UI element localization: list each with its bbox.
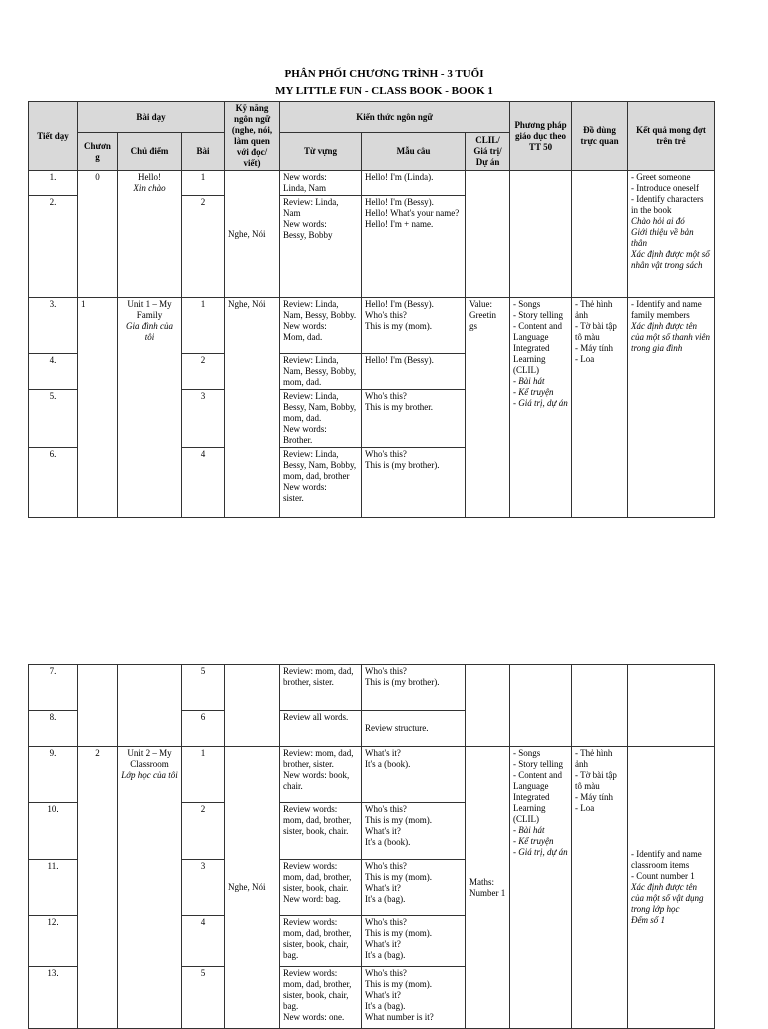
header-chu-diem: Chủ điểm — [118, 133, 182, 171]
chu-diem-cell — [118, 171, 182, 298]
ket-qua-line: - Count number 1 — [631, 871, 695, 881]
clil-cell: Value: Greetin gs — [466, 298, 510, 518]
do-dung-line: - Máy tính — [575, 792, 613, 802]
header-chuong: Chươn g — [78, 133, 118, 171]
tu-vung-line: Review words: mom, dad, brother, sister, book, chair. — [283, 804, 352, 836]
ket-qua-line: - Identify characters in the book — [631, 194, 704, 215]
mau-cau-line: This is my brother. — [365, 402, 434, 412]
ky-nang-cell: Nghe, Nói — [225, 747, 280, 1029]
clil-cell: Maths: Number 1 — [466, 747, 510, 1029]
bai-cell: 4 — [182, 448, 225, 518]
tu-vung-line: Review: Linda, Nam, Bessy, Bobby. — [283, 299, 357, 320]
mau-cau-line: It's a (bag). — [365, 950, 406, 960]
mau-cau-line: Who's this? — [365, 310, 407, 320]
mau-cau-line: This is (my brother). — [365, 460, 440, 470]
do-dung-cell — [572, 298, 628, 518]
ket-qua-line: - Identify and name family members — [631, 299, 702, 320]
phuong-phap-vi-line: - Kể truyện — [513, 387, 554, 397]
chu-diem-cell — [118, 665, 182, 747]
phuong-phap-cell — [510, 747, 572, 1029]
tu-vung-cell — [280, 711, 362, 747]
tu-vung-cell — [280, 860, 362, 916]
tiet-cell: 6. — [29, 448, 78, 518]
header-clil: CLIL/ Giá trị/ Dự án — [466, 133, 510, 171]
tu-vung-line: Review all words. — [283, 712, 349, 722]
chu-diem-vi: Gia đình của tôi — [126, 321, 173, 342]
tu-vung-line: Review: mom, dad, brother, sister. — [283, 748, 354, 769]
chu-diem-vi: Xin chào — [133, 183, 166, 193]
mau-cau-cell — [362, 967, 466, 1029]
bai-cell: 1 — [182, 171, 225, 196]
do-dung-line: - Thẻ hình ảnh — [575, 748, 613, 769]
mau-cau-cell — [362, 298, 466, 354]
ky-nang-cell — [225, 665, 280, 747]
ket-qua-line: - Introduce oneself — [631, 183, 700, 193]
bai-cell: 2 — [182, 196, 225, 298]
ket-qua-cell — [628, 747, 715, 1029]
tiet-cell: 7. — [29, 665, 78, 711]
bai-cell: 3 — [182, 860, 225, 916]
tu-vung-cell — [280, 354, 362, 390]
mau-cau-line: Who's this? — [365, 391, 407, 401]
tu-vung-line: New words: — [283, 172, 327, 182]
tu-vung-line: New word: bag. — [283, 894, 341, 904]
tu-vung-cell — [280, 967, 362, 1029]
mau-cau-line: What's it? — [365, 748, 401, 758]
tu-vung-line: New words: — [283, 219, 327, 229]
chu-diem-en: Hello! — [138, 172, 161, 182]
mau-cau-line: It's a (book). — [365, 837, 411, 847]
do-dung-line: - Loa — [575, 354, 595, 364]
curriculum-table-part1 — [28, 101, 715, 518]
mau-cau-line: Who's this? — [365, 449, 407, 459]
document-subtitle: MY LITTLE FUN - CLASS BOOK - BOOK 1 — [275, 85, 493, 97]
ket-qua-line: - Greet someone — [631, 172, 691, 182]
chuong-cell: 2 — [78, 747, 118, 1029]
mau-cau-cell — [362, 665, 466, 711]
do-dung-cell — [572, 171, 628, 298]
tu-vung-line: Review words: mom, dad, brother, sister, book, chair, bag. — [283, 968, 352, 1011]
tu-vung-line: New words: — [283, 321, 327, 331]
header-tiet-day: Tiết dạy — [29, 102, 78, 171]
chuong-cell: 0 — [78, 171, 118, 298]
chu-diem-cell — [118, 298, 182, 518]
tu-vung-line: Review: Linda, Nam, Bessy, Bobby, mom, dad. — [283, 355, 357, 387]
clil-cell — [466, 171, 510, 298]
tu-vung-cell — [280, 665, 362, 711]
tu-vung-line: sister. — [283, 493, 304, 503]
clil-cell — [466, 665, 510, 747]
bai-cell: 1 — [182, 747, 225, 803]
mau-cau-line: This is my (mom). — [365, 928, 432, 938]
tiet-cell: 12. — [29, 916, 78, 967]
ket-qua-cell — [628, 298, 715, 518]
mau-cau-line: It's a (bag). — [365, 1001, 406, 1011]
header-kien-thuc: Kiến thức ngôn ngữ — [280, 102, 510, 133]
mau-cau-line: This is my (mom). — [365, 979, 432, 989]
tu-vung-line: Review: Linda, Nam — [283, 197, 339, 218]
header-bai-day: Bài dạy — [78, 102, 225, 133]
curriculum-table-part2 — [28, 664, 715, 1029]
tu-vung-cell — [280, 171, 362, 196]
do-dung-line: - Tờ bài tập tô màu — [575, 321, 617, 342]
header-ky-nang: Kỹ năng ngôn ngữ (nghe, nói, làm quen với đọc/ viết) — [225, 102, 280, 171]
phuong-phap-cell — [510, 171, 572, 298]
ky-nang-cell: Nghe, Nói — [225, 171, 280, 298]
tiet-cell: 2. — [29, 196, 78, 298]
bai-cell: 3 — [182, 390, 225, 448]
mau-cau-cell — [362, 803, 466, 860]
table-row — [29, 747, 715, 803]
tiet-cell: 10. — [29, 803, 78, 860]
tiet-cell: 8. — [29, 711, 78, 747]
tu-vung-line: Review words: mom, dad, brother, sister, book, chair, bag. — [283, 917, 352, 960]
ket-qua-cell — [628, 171, 715, 298]
ket-qua-vi-line: Giới thiệu về bản thân — [631, 227, 694, 248]
do-dung-line: - Tờ bài tập tô màu — [575, 770, 617, 791]
phuong-phap-vi-line: - Kể truyện — [513, 836, 554, 846]
mau-cau-line: Who's this? — [365, 861, 407, 871]
mau-cau-line: Hello! I'm (Bessy). — [365, 197, 434, 207]
mau-cau-line: This is my (mom). — [365, 321, 433, 331]
tiet-cell: 5. — [29, 390, 78, 448]
tu-vung-cell — [280, 196, 362, 298]
chu-diem-cell — [118, 747, 182, 1029]
mau-cau-cell — [362, 196, 466, 298]
mau-cau-line: Hello! I'm + name. — [365, 219, 434, 229]
do-dung-line: - Loa — [575, 803, 595, 813]
mau-cau-cell — [362, 390, 466, 448]
do-dung-line: - Thẻ hình ảnh — [575, 299, 613, 320]
document-title: PHÂN PHỐI CHƯƠNG TRÌNH - 3 TUỔI — [284, 68, 484, 80]
bai-cell: 2 — [182, 803, 225, 860]
mau-cau-line: Who's this? — [365, 917, 407, 927]
tiet-cell: 9. — [29, 747, 78, 803]
mau-cau-line: This is (my brother). — [365, 677, 440, 687]
mau-cau-line: Who's this? — [365, 666, 407, 676]
chu-diem-en: Unit 1 – My Family — [127, 299, 172, 320]
header-bai: Bài — [182, 133, 225, 171]
phuong-phap-vi-line: - Giá trị, dự án — [513, 398, 568, 408]
phuong-phap-line: - Songs — [513, 748, 541, 758]
ket-qua-vi-line: Đếm số 1 — [631, 915, 665, 925]
mau-cau-line: It's a (bag). — [365, 894, 406, 904]
table-row — [29, 171, 715, 196]
bai-cell: 6 — [182, 711, 225, 747]
mau-cau-cell — [362, 171, 466, 196]
mau-cau-cell — [362, 860, 466, 916]
mau-cau-line: Hello! I'm (Bessy). — [365, 355, 434, 365]
tu-vung-cell — [280, 803, 362, 860]
ket-qua-vi-line: Xác định được một số nhân vật trong sách — [631, 249, 710, 270]
mau-cau-cell — [362, 747, 466, 803]
do-dung-cell — [572, 665, 628, 747]
bai-cell: 1 — [182, 298, 225, 354]
tu-vung-line: Review: Linda, Bessy, Nam, Bobby, mom, dad. — [283, 391, 357, 423]
tu-vung-line: Brother. — [283, 435, 313, 445]
phuong-phap-line: - Content and Language Integrated Learning (CLIL) — [513, 770, 562, 824]
mau-cau-line: What's it? — [365, 939, 401, 949]
phuong-phap-line: - Content and Language Integrated Learning (CLIL) — [513, 321, 563, 375]
tu-vung-line: New words: — [283, 482, 327, 492]
tu-vung-line: New words: — [283, 424, 327, 434]
tu-vung-line: Bessy, Bobby — [283, 230, 333, 240]
tu-vung-cell — [280, 747, 362, 803]
tiet-cell: 3. — [29, 298, 78, 354]
mau-cau-line: It's a (book). — [365, 759, 411, 769]
ket-qua-line: - Identify and name classroom items — [631, 849, 702, 870]
phuong-phap-vi-line: - Giá trị, dự án — [513, 847, 568, 857]
do-dung-cell — [572, 747, 628, 1029]
mau-cau-line: Who's this? — [365, 804, 407, 814]
ket-qua-vi-line: Xác định được tên của một số vật dụng trong lớp học — [631, 882, 704, 914]
chu-diem-en: Unit 2 – My Classroom — [127, 748, 172, 769]
mau-cau-line: What's it? — [365, 990, 401, 1000]
chu-diem-vi: Lớp học của tôi — [121, 770, 178, 780]
mau-cau-line: This is my (mom). — [365, 872, 432, 882]
tu-vung-cell — [280, 448, 362, 518]
phuong-phap-vi-line: - Bài hát — [513, 825, 545, 835]
bai-cell: 5 — [182, 665, 225, 711]
tiet-cell: 11. — [29, 860, 78, 916]
ket-qua-vi-line: Xác định được tên của một số thanh viên trong gia đình — [631, 321, 711, 353]
tu-vung-cell — [280, 390, 362, 448]
mau-cau-line: Who's this? — [365, 968, 407, 978]
mau-cau-line: What number is it? — [365, 1012, 434, 1022]
mau-cau-line: Hello! What's your name? — [365, 208, 460, 218]
tu-vung-cell — [280, 916, 362, 967]
mau-cau-cell — [362, 448, 466, 518]
header-do-dung: Đồ dùng trực quan — [572, 102, 628, 171]
mau-cau-line: Hello! I'm (Bessy). — [365, 299, 434, 309]
tu-vung-line: Review words: mom, dad, brother, sister, book, chair. — [283, 861, 352, 893]
mau-cau-line: Hello! I'm (Linda). — [365, 172, 434, 182]
phuong-phap-line: - Songs — [513, 299, 541, 309]
mau-cau-cell — [362, 711, 466, 747]
phuong-phap-cell — [510, 298, 572, 518]
tu-vung-line: New words: book, chair. — [283, 770, 350, 791]
tiet-cell: 13. — [29, 967, 78, 1029]
phuong-phap-cell — [510, 665, 572, 747]
tiet-cell: 1. — [29, 171, 78, 196]
header-phuong-phap: Phương pháp giáo dục theo TT 50 — [510, 102, 572, 171]
header-tu-vung: Từ vựng — [280, 133, 362, 171]
header-ket-qua: Kết quả mong đợt trên trẻ — [628, 102, 715, 171]
tu-vung-line: Review: Linda, Bessy, Nam, Bobby, mom, dad, brother — [283, 449, 357, 481]
tu-vung-line: Mom, dad. — [283, 332, 323, 342]
phuong-phap-vi-line: - Bài hát — [513, 376, 545, 386]
bai-cell: 4 — [182, 916, 225, 967]
ket-qua-vi-line: Chào hỏi ai đó — [631, 216, 685, 226]
tu-vung-cell — [280, 298, 362, 354]
mau-cau-line: This is my (mom). — [365, 815, 432, 825]
mau-cau-cell — [362, 916, 466, 967]
tu-vung-line: New words: one. — [283, 1012, 345, 1022]
header-mau-cau: Mẫu câu — [362, 133, 466, 171]
bai-cell: 5 — [182, 967, 225, 1029]
bai-cell: 2 — [182, 354, 225, 390]
ket-qua-cell — [628, 665, 715, 747]
table-row — [29, 298, 715, 354]
ky-nang-cell: Nghe, Nói — [225, 298, 280, 518]
do-dung-line: - Máy tính — [575, 343, 614, 353]
phuong-phap-line: - Story telling — [513, 310, 564, 320]
table-row — [29, 665, 715, 711]
mau-cau-line: What's it? — [365, 826, 401, 836]
mau-cau-line: What's it? — [365, 883, 401, 893]
tu-vung-line: Linda, Nam — [283, 183, 327, 193]
chuong-cell: 1 — [78, 298, 118, 518]
phuong-phap-line: - Story telling — [513, 759, 563, 769]
chuong-cell — [78, 665, 118, 747]
tu-vung-line: Review: mom, dad, brother, sister. — [283, 666, 354, 687]
mau-cau-line: Review structure. — [365, 723, 429, 733]
mau-cau-cell — [362, 354, 466, 390]
tiet-cell: 4. — [29, 354, 78, 390]
